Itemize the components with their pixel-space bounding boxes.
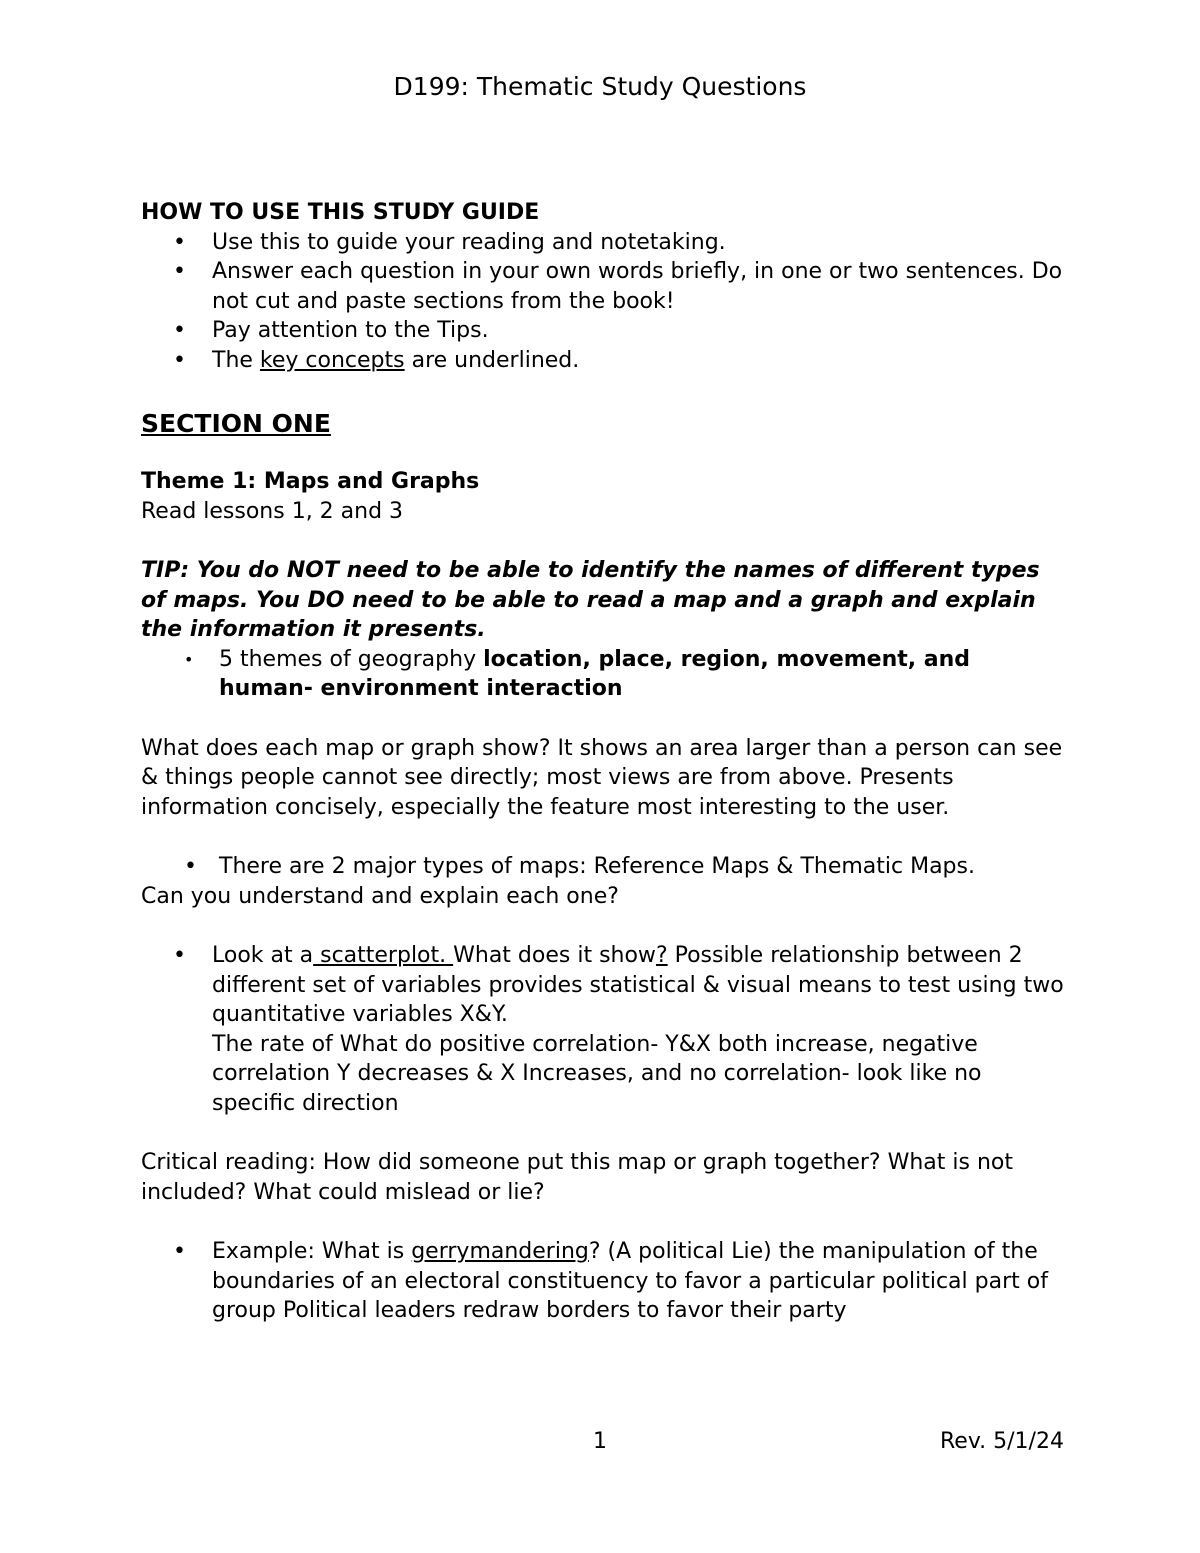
guide-item: • Pay attention to the Tips. xyxy=(141,316,1071,346)
correlation-text: The rate of What do positive correlation- Y&X both increase, negative correlation Y decreases & X Increases, and no correlation- look like no specific direction xyxy=(212,1031,982,1116)
guide-item: • Use this to guide your reading and notetaking. xyxy=(141,228,1071,258)
example-text: ? (A political Lie) the manipulation of the boundaries of an electoral constituency to favor a particular political part of group Political leaders redraw borders to favor their party xyxy=(212,1239,1048,1323)
example-bullet xyxy=(141,1237,1071,1326)
scatterplot-text: What does it show xyxy=(453,943,656,968)
themes-list xyxy=(141,645,1071,704)
scatterplot-text: Possible relationship between 2 different set of variables provides statistical & visual means to test using two quantitative variables X&Y. xyxy=(212,943,1064,1027)
page-number: 1 xyxy=(593,1429,607,1454)
scatterplot-text: Look at a xyxy=(212,943,314,968)
example-list xyxy=(141,1237,1071,1326)
scatterplot-list xyxy=(141,941,1071,1118)
themes-label: 5 themes of geography xyxy=(219,646,484,672)
guide-item: • Answer each question in your own words briefly, in one or two sentences. Do not cut and paste sections from the book! xyxy=(141,257,1071,316)
tip-text: TIP: You do NOT need to be able to identify the names of different types of maps. You DO need to be able to read a map and a graph and explain the information it presents. xyxy=(141,558,1040,642)
critical-reading: Critical reading: How did someone put this map or graph together? What is not included? What could mislead or lie? xyxy=(141,1150,1013,1205)
example-text: Example: What is xyxy=(212,1239,412,1264)
key-concepts-term: key concepts xyxy=(259,347,405,373)
revision-date: Rev. 5/1/24 xyxy=(940,1429,1064,1454)
map-types-text: There are 2 major types of maps: Reference Maps & Thematic Maps. xyxy=(219,854,975,879)
map-types-continuation: Can you understand and explain each one? xyxy=(141,883,619,909)
themes-values: location, place, region, movement, and human- environment interaction xyxy=(219,646,971,701)
guide-list xyxy=(141,228,1071,376)
scatterplot-bullet xyxy=(141,941,1071,1118)
guide-item-text: are underlined. xyxy=(404,347,580,373)
guide-item-key-concepts xyxy=(141,346,1071,376)
document-title: D199: Thematic Study Questions xyxy=(393,72,807,101)
themes-bullet xyxy=(141,645,1071,704)
guide-item-text: The xyxy=(212,347,260,373)
guide-heading: HOW TO USE THIS STUDY GUIDE xyxy=(141,200,540,225)
gerrymandering-term: gerrymandering xyxy=(411,1239,589,1264)
scatterplot-qmark: ? xyxy=(655,943,668,968)
map-types-bullet xyxy=(141,852,1071,882)
theme-title: Theme 1: Maps and Graphs xyxy=(141,469,480,494)
scatterplot-term: scatterplot. xyxy=(313,943,454,968)
theme-reading: Read lessons 1, 2 and 3 xyxy=(141,498,404,524)
map-question: What does each map or graph show? It shows an area larger than a person can see & things people cannot see directly; most views are from above. Presents information concisely, especially the feature most interesting to the user. xyxy=(141,735,1063,820)
document-body xyxy=(141,198,1071,1326)
section-title: SECTION ONE xyxy=(141,409,331,438)
bullet-dot: • xyxy=(184,854,197,879)
